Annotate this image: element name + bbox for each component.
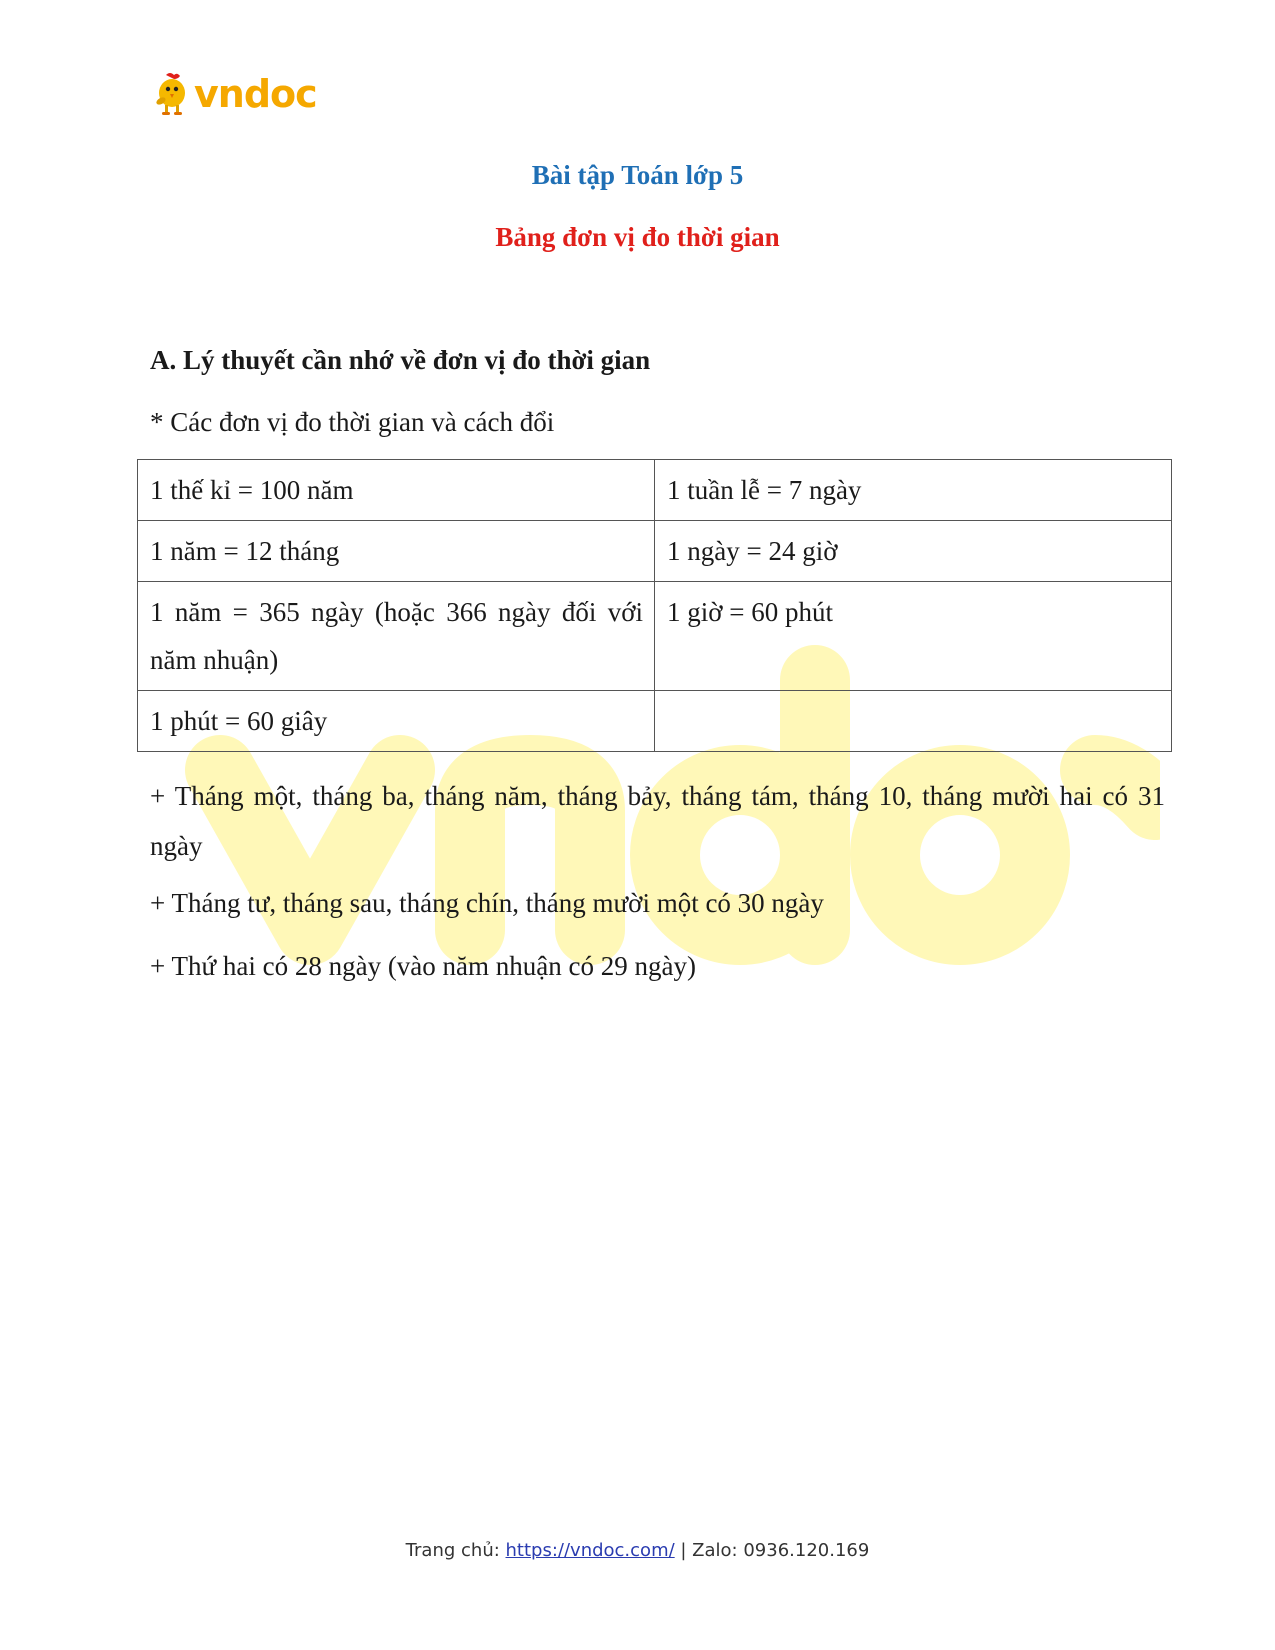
intro-text: * Các đơn vị đo thời gian và cách đổi (150, 407, 555, 437)
table-cell: 1 phút = 60 giây (138, 691, 655, 752)
table-cell: 1 năm = 365 ngày (hoặc 366 ngày đối với năm nhuận) (138, 582, 655, 691)
table-cell (655, 691, 1172, 752)
table-cell: 1 giờ = 60 phút (655, 582, 1172, 691)
note-february: + Thứ hai có 28 ngày (vào năm nhuận có 29 ngày) (150, 951, 696, 981)
footer-contact: | Zalo: 0936.120.169 (674, 1540, 870, 1561)
table-cell: 1 thế kỉ = 100 năm (138, 460, 655, 521)
section-heading: A. Lý thuyết cần nhớ về đơn vị đo thời gian (150, 345, 651, 375)
table-row (138, 582, 1172, 691)
page-title: Bài tập Toán lớp 5 (531, 160, 744, 190)
footer-prefix: Trang chủ: (405, 1540, 506, 1561)
vndoc-logo[interactable] (152, 70, 317, 118)
homepage-link[interactable]: https://vndoc.com/ (505, 1540, 675, 1561)
table-row (138, 460, 1172, 521)
logo-text: vndoc (194, 72, 317, 116)
table-cell: 1 tuần lễ = 7 ngày (655, 460, 1172, 521)
page-footer (0, 1540, 1275, 1561)
table-row (138, 521, 1172, 582)
table-row (138, 691, 1172, 752)
note-31-days: + Tháng một, tháng ba, tháng năm, tháng bảy, tháng tám, tháng 10, tháng mười hai có 31 ngày (150, 781, 1165, 861)
table-cell: 1 năm = 12 tháng (138, 521, 655, 582)
note-30-days: + Tháng tư, tháng sau, tháng chín, tháng mười một có 30 ngày (150, 888, 824, 918)
table-cell: 1 ngày = 24 giờ (655, 521, 1172, 582)
conversion-table (137, 459, 1172, 752)
page-subtitle: Bảng đơn vị đo thời gian (495, 222, 780, 252)
rooster-mascot-icon (152, 71, 192, 117)
